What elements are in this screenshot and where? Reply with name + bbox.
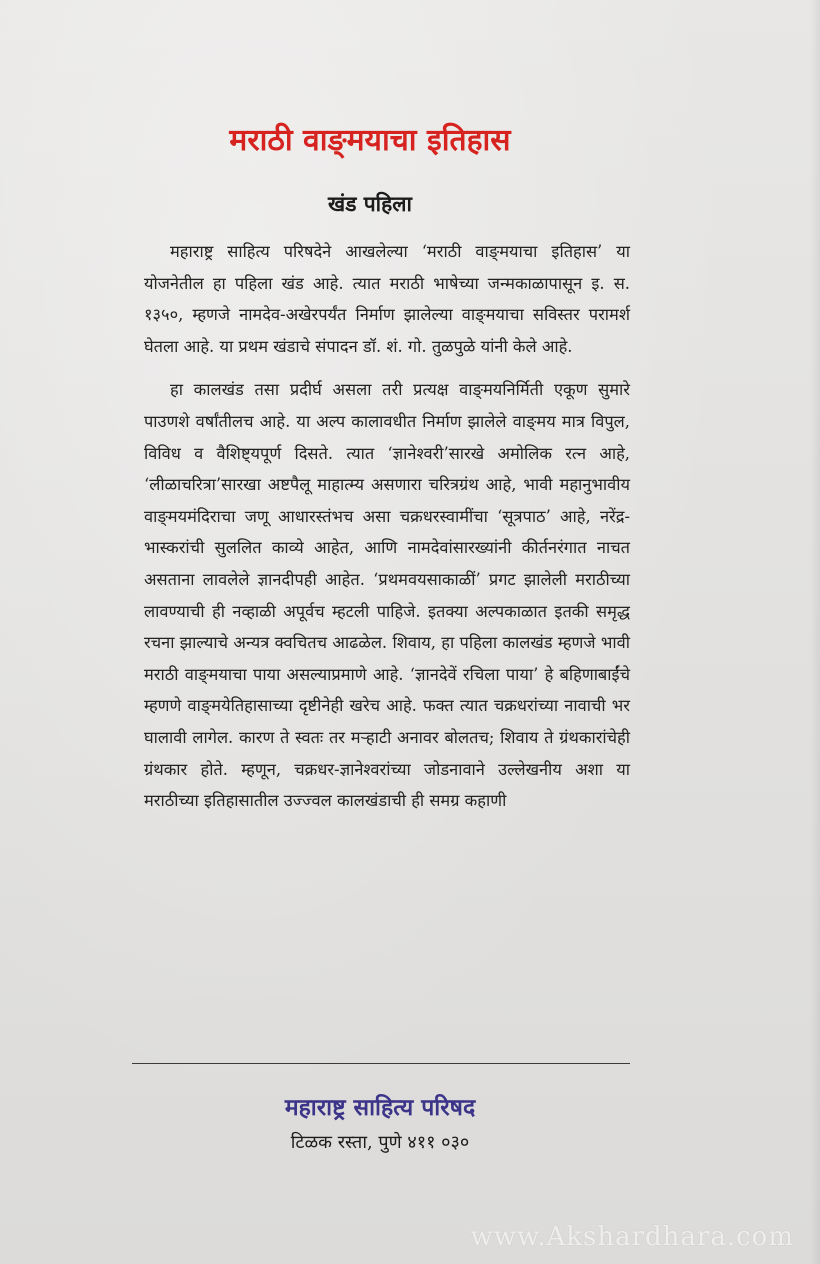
blurb bbox=[144, 236, 630, 829]
volume-label: खंड पहिला bbox=[328, 192, 412, 216]
watermark: www.Akshardhara.com bbox=[470, 1222, 794, 1252]
cover-edge-shadow bbox=[810, 0, 820, 1264]
blurb-paragraph-2: हा कालखंड तसा प्रदीर्घ असला तरी प्रत्यक्ष वाङ्‌मयनिर्मिती एकूण सुमारे पाउणशे वर्षांतीलच आहे. या अल्प कालावधीत निर्माण झालेले वाङ्‌मय मात्र विपुल, विविध व वैशिष्ट्यपूर्ण दिसते. त्यात ‘ज्ञानेश्वरी’सारखे अमोलिक रत्न आहे, ‘लीळाचरित्रा’सारखा अष्टपैलू माहात्म्य असणारा चरित्रग्रंथ आहे, भावी महानुभावीय वाङ्‌मयमंदिराचा जणू आधारस्तंभच असा चक्रधरस्वामींचा ‘सूत्रपाठ’ आहे, नरेंद्र-भास्करांची सुललित काव्ये आहेत, आणि नामदेवांसारख्यांनी कीर्तनरंगात नाचत असताना लावलेले ज्ञानदीपही आहेत. ‘प्रथमवयसाकाळीं’ प्रगट झालेली मराठीच्या लावण्याची ही नव्हाळी अपूर्वच म्हटली पाहिजे. इतक्या अल्पकाळात इतकी समृद्ध रचना झाल्याचे अन्यत्र क्वचितच आढळेल. शिवाय, हा पहिला कालखंड म्हणजे भावी मराठी वाङ्‌मयाचा पाया असल्याप्रमाणे आहे. ‘ज्ञानदेवें रचिला पाया’ हे बहिणाबाईंचे म्हणणे वाङ्‌मयेतिहासाच्या दृष्टीनेही खरेच आहे. फक्त त्यात चक्रधरांच्या नावाची भर घालावी लागेल. कारण ते स्वतः तर मऱ्हाटी अनावर बोलतच; शिवाय ते ग्रंथकारांचेही ग्रंथकार होते. म्हणून, चक्रधर-ज्ञानेश्वरांच्या जोडनावाने उल्लेखनीय अशा या मराठीच्या इतिहासातील उज्ज्वल कालखंडाची ही समग्र कहाणी bbox=[144, 380, 630, 811]
publisher-address: टिळक रस्ता, पुणे ४११ ०३० bbox=[290, 1132, 470, 1153]
blurb-paragraph-1: महाराष्ट्र साहित्य परिषदेने आखलेल्या ‘मराठी वाङ्‌मयाचा इतिहास’ या योजनेतील हा पहिला खंड आहे. त्यात मराठी भाषेच्या जन्मकाळापासून इ. स. १३५०, म्हणजे नामदेव-अखेरपर्यंत निर्माण झालेल्या वाङ्‌मयाचा सविस्तर परामर्श घेतला आहे. या प्रथम खंडाचे संपादन डॉ. शं. गो. तुळपुळे यांनी केले आहे. bbox=[144, 242, 630, 356]
divider-line bbox=[132, 1063, 630, 1064]
publisher-name: महाराष्ट्र साहित्य परिषद bbox=[284, 1095, 476, 1121]
book-title: मराठी वाङ्‌मयाचा इतिहास bbox=[229, 123, 511, 158]
